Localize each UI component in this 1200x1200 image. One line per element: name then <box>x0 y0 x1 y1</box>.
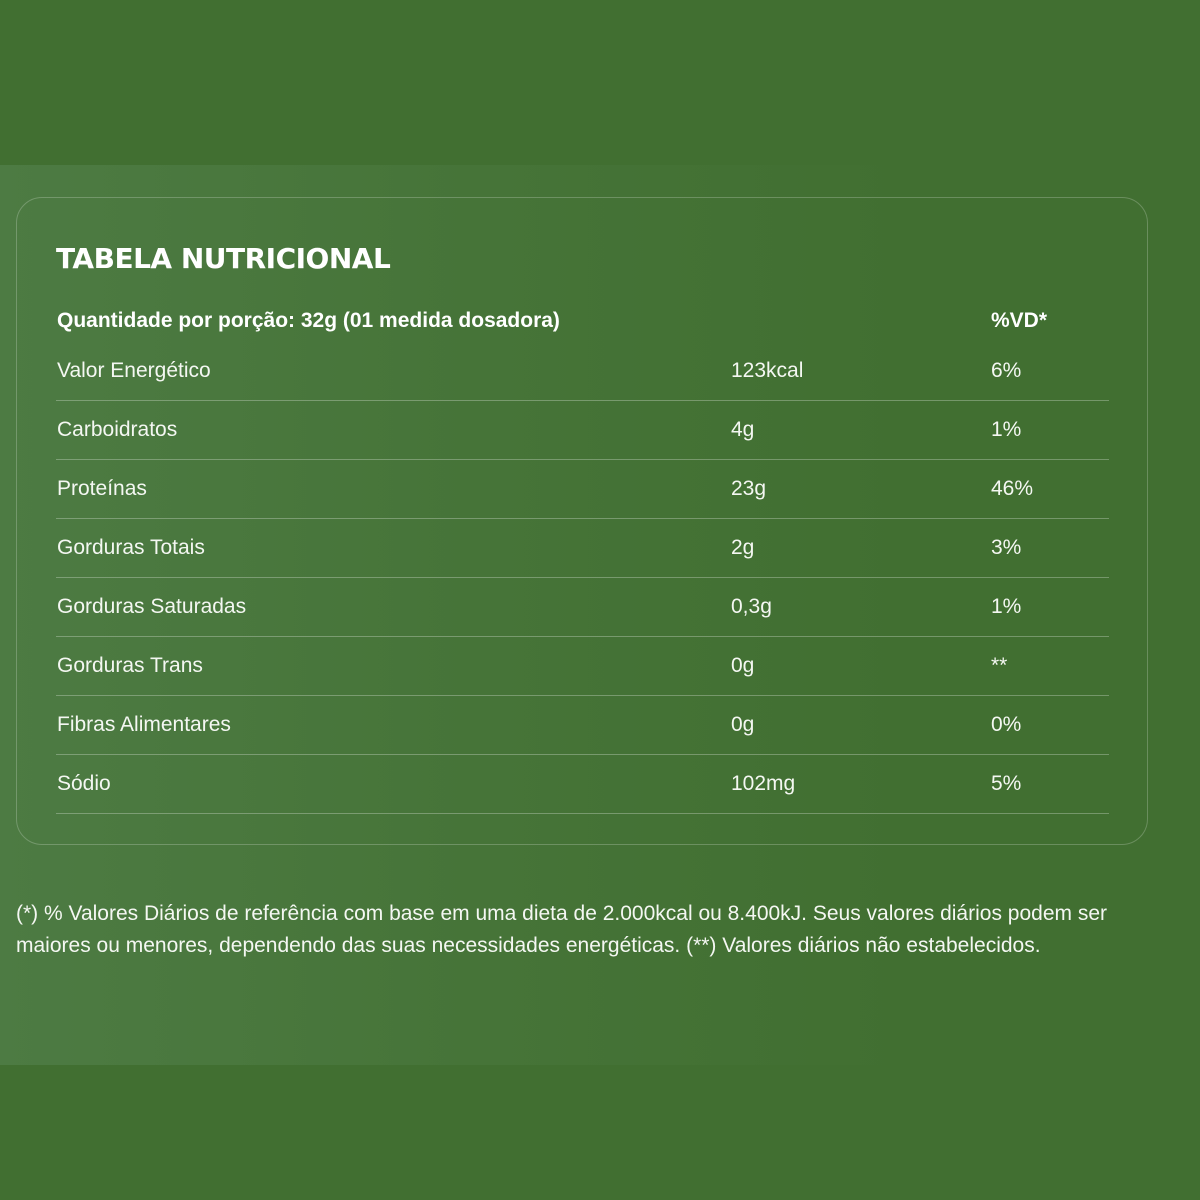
nutrient-amount: 102mg <box>731 772 796 795</box>
table-row <box>56 460 1109 519</box>
table-row <box>56 578 1109 637</box>
nutrition-table <box>56 300 1109 814</box>
nutrient-amount: 0,3g <box>731 595 772 618</box>
nutrient-vd: 3% <box>991 536 1022 559</box>
nutrient-name: Proteínas <box>57 477 147 500</box>
nutrient-amount: 123kcal <box>731 359 804 382</box>
nutrient-amount: 23g <box>731 477 767 500</box>
nutrient-name: Gorduras Totais <box>57 536 205 559</box>
table-row <box>56 342 1109 401</box>
table-header-row <box>56 300 1109 342</box>
table-row <box>56 696 1109 755</box>
nutrient-vd: 0% <box>991 713 1022 736</box>
nutrient-amount: 2g <box>731 536 755 559</box>
table-row <box>56 519 1109 578</box>
nutrient-name: Carboidratos <box>57 418 178 441</box>
footnote: (*) % Valores Diários de referência com base em uma dieta de 2.000kcal ou 8.400kJ. Seus valores diários podem ser maiores ou menores, dependendo das suas necessidades energéticas. (**) Valores diários não estabelecidos. <box>16 902 1107 957</box>
nutrient-vd: 5% <box>991 772 1022 795</box>
nutrient-vd: 1% <box>991 595 1022 618</box>
table-row <box>56 637 1109 696</box>
serving-size-header: Quantidade por porção: 32g (01 medida dosadora) <box>57 309 560 332</box>
nutrient-name: Gorduras Saturadas <box>57 595 247 618</box>
nutrient-name: Gorduras Trans <box>57 654 203 677</box>
vd-header: %VD* <box>991 309 1048 332</box>
nutrient-vd: ** <box>991 654 1008 677</box>
table-row <box>56 755 1109 814</box>
nutrient-name: Valor Energético <box>57 359 211 382</box>
nutrient-vd: 46% <box>991 477 1034 500</box>
nutrient-vd: 6% <box>991 359 1022 382</box>
table-row <box>56 401 1109 460</box>
nutrient-name: Sódio <box>57 772 111 795</box>
nutrient-amount: 0g <box>731 713 755 736</box>
nutrient-name: Fibras Alimentares <box>57 713 231 736</box>
table-title: TABELA NUTRICIONAL <box>56 242 391 275</box>
nutrient-amount: 0g <box>731 654 755 677</box>
nutrient-amount: 4g <box>731 418 755 441</box>
nutrient-vd: 1% <box>991 418 1022 441</box>
